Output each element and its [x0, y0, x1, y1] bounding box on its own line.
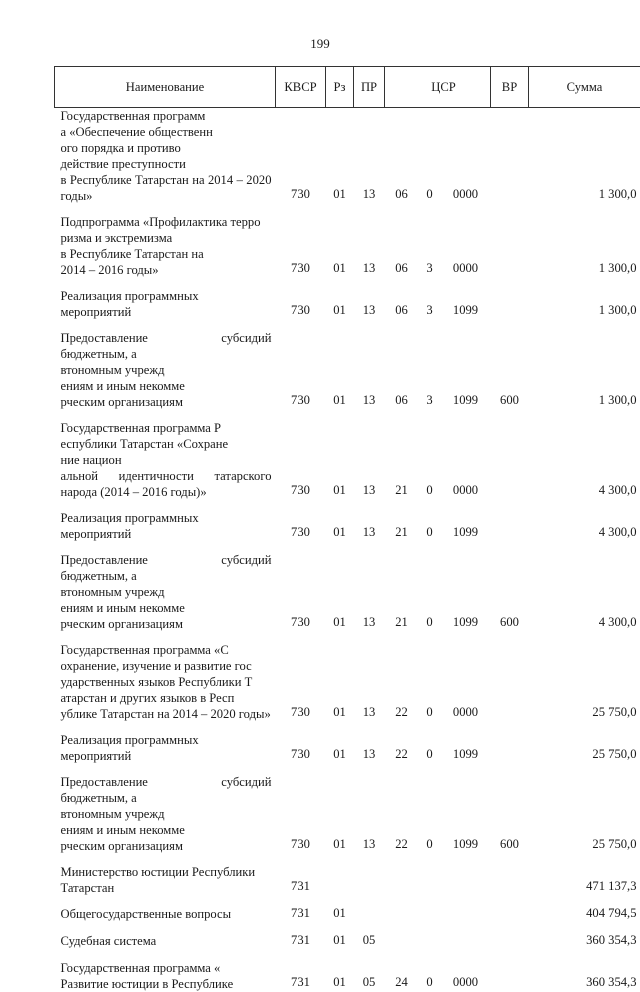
- cell-vr: [491, 960, 529, 992]
- cell-pr: 13: [354, 108, 385, 205]
- cell-sum: 1 300,0: [529, 288, 640, 320]
- cell-kvsr: 730: [276, 288, 326, 320]
- cell-rz: [326, 864, 354, 896]
- budget-table: [54, 66, 640, 992]
- cell-csr2: 0: [419, 642, 441, 722]
- cell-sum: 4 300,0: [529, 552, 640, 632]
- cell-csr3: [441, 864, 491, 896]
- table-row: [55, 642, 640, 722]
- cell-csr3: 0000: [441, 108, 491, 205]
- cell-kvsr: 730: [276, 774, 326, 854]
- cell-name: Государственная программа «С охранение, изучение и развитие гос ударственных языков Республики Т атарстан и других языков в Респ ублике Татарстан на 2014 – 2020 годы»: [55, 642, 276, 722]
- cell-vr: 600: [491, 330, 529, 410]
- cell-pr: 13: [354, 552, 385, 632]
- cell-pr: 13: [354, 288, 385, 320]
- cell-csr1: 21: [385, 552, 419, 632]
- cell-kvsr: 730: [276, 552, 326, 632]
- cell-rz: 01: [326, 906, 354, 923]
- cell-sum: 25 750,0: [529, 732, 640, 764]
- cell-pr: 13: [354, 420, 385, 500]
- cell-rz: 01: [326, 774, 354, 854]
- header-sum: Сумма: [529, 67, 640, 108]
- cell-kvsr: 731: [276, 960, 326, 992]
- cell-kvsr: 730: [276, 214, 326, 278]
- table-row: [55, 552, 640, 632]
- cell-kvsr: 731: [276, 906, 326, 923]
- cell-csr3: 1099: [441, 732, 491, 764]
- cell-vr: [491, 420, 529, 500]
- header-rz: Рз: [326, 67, 354, 108]
- cell-csr2: [419, 864, 441, 896]
- cell-csr2: 0: [419, 960, 441, 992]
- cell-sum: 471 137,3: [529, 864, 640, 896]
- table-row: [55, 864, 640, 896]
- cell-pr: [354, 864, 385, 896]
- cell-csr3: 1099: [441, 774, 491, 854]
- table-row: [55, 933, 640, 950]
- table-header-row: [55, 67, 640, 108]
- cell-name: Общегосударственные вопросы: [55, 906, 276, 923]
- cell-csr1: 22: [385, 732, 419, 764]
- cell-sum: 1 300,0: [529, 108, 640, 205]
- cell-rz: 01: [326, 214, 354, 278]
- cell-kvsr: 730: [276, 732, 326, 764]
- cell-name: Министерство юстиции Республики Татарстан: [55, 864, 276, 896]
- cell-vr: [491, 864, 529, 896]
- cell-name: Судебная система: [55, 933, 276, 950]
- cell-csr3: 0000: [441, 214, 491, 278]
- table-row: [55, 330, 640, 410]
- cell-kvsr: 730: [276, 330, 326, 410]
- cell-csr1: 06: [385, 108, 419, 205]
- header-csr: [385, 67, 491, 108]
- cell-csr3: 0000: [441, 960, 491, 992]
- cell-csr1: 22: [385, 774, 419, 854]
- cell-vr: [491, 933, 529, 950]
- table-row: [55, 420, 640, 500]
- cell-csr3: 1099: [441, 288, 491, 320]
- cell-name: Государственная программа Р еспублики Татарстан «Сохране ние национ альной идентичности татарского народа (2014 – 2016 годы)»: [55, 420, 276, 500]
- cell-rz: 01: [326, 420, 354, 500]
- cell-csr1: 06: [385, 330, 419, 410]
- cell-sum: 4 300,0: [529, 420, 640, 500]
- cell-name: Предоставление субсидий бюджетным, а втономным учрежд ениям и иным некомме рческим организациям: [55, 552, 276, 632]
- header-csr-label: ЦСР: [431, 80, 456, 94]
- cell-pr: 05: [354, 933, 385, 950]
- cell-csr2: [419, 906, 441, 923]
- cell-csr3: 1099: [441, 510, 491, 542]
- cell-name: Предоставление субсидий бюджетным, а втономным учрежд ениям и иным некомме рческим организациям: [55, 774, 276, 854]
- cell-pr: 13: [354, 642, 385, 722]
- table-row: [55, 732, 640, 764]
- cell-csr2: 0: [419, 420, 441, 500]
- table-row: [55, 906, 640, 923]
- cell-csr2: 3: [419, 288, 441, 320]
- cell-rz: 01: [326, 330, 354, 410]
- table-row: [55, 960, 640, 992]
- cell-csr2: 0: [419, 108, 441, 205]
- cell-csr3: 1099: [441, 552, 491, 632]
- table-row: [55, 288, 640, 320]
- cell-csr1: 24: [385, 960, 419, 992]
- cell-name: Реализация программных мероприятий: [55, 732, 276, 764]
- table-body: [55, 108, 640, 992]
- cell-name: Подпрограмма «Профилактика терро ризма и экстремизма в Республике Татарстан на 2014 – 2016 годы»: [55, 214, 276, 278]
- cell-csr3: 0000: [441, 420, 491, 500]
- cell-pr: 05: [354, 960, 385, 992]
- cell-pr: 13: [354, 330, 385, 410]
- cell-sum: 1 300,0: [529, 214, 640, 278]
- cell-sum: 4 300,0: [529, 510, 640, 542]
- cell-name: Государственная программ а «Обеспечение общественн ого порядка и противо действие преступности в Республике Татарстан на 2014 – 2020 годы»: [55, 108, 276, 205]
- cell-pr: 13: [354, 510, 385, 542]
- cell-rz: 01: [326, 510, 354, 542]
- cell-pr: 13: [354, 214, 385, 278]
- cell-csr2: 0: [419, 510, 441, 542]
- cell-kvsr: 730: [276, 642, 326, 722]
- table-row: [55, 774, 640, 854]
- cell-kvsr: 731: [276, 864, 326, 896]
- cell-csr1: 06: [385, 288, 419, 320]
- cell-sum: 404 794,5: [529, 906, 640, 923]
- cell-rz: 01: [326, 933, 354, 950]
- cell-sum: 360 354,3: [529, 960, 640, 992]
- cell-csr3: [441, 933, 491, 950]
- cell-sum: 25 750,0: [529, 642, 640, 722]
- cell-csr2: 0: [419, 774, 441, 854]
- cell-vr: [491, 214, 529, 278]
- cell-csr1: 06: [385, 214, 419, 278]
- cell-vr: [491, 108, 529, 205]
- cell-vr: [491, 732, 529, 764]
- cell-csr2: [419, 933, 441, 950]
- cell-csr2: 3: [419, 214, 441, 278]
- cell-name: Реализация программных мероприятий: [55, 288, 276, 320]
- cell-name: Предоставление субсидий бюджетным, а втономным учрежд ениям и иным некомме рческим организациям: [55, 330, 276, 410]
- cell-vr: [491, 510, 529, 542]
- cell-rz: 01: [326, 732, 354, 764]
- cell-csr1: [385, 933, 419, 950]
- cell-rz: 01: [326, 108, 354, 205]
- cell-sum: 25 750,0: [529, 774, 640, 854]
- cell-csr1: 21: [385, 510, 419, 542]
- cell-rz: 01: [326, 960, 354, 992]
- cell-vr: [491, 288, 529, 320]
- cell-csr2: 0: [419, 732, 441, 764]
- cell-vr: [491, 906, 529, 923]
- cell-sum: 360 354,3: [529, 933, 640, 950]
- cell-rz: 01: [326, 288, 354, 320]
- cell-pr: [354, 906, 385, 923]
- table-row: [55, 214, 640, 278]
- cell-csr2: 3: [419, 330, 441, 410]
- cell-csr3: 1099: [441, 330, 491, 410]
- cell-kvsr: 731: [276, 933, 326, 950]
- header-pr: ПР: [354, 67, 385, 108]
- cell-vr: 600: [491, 552, 529, 632]
- cell-kvsr: 730: [276, 420, 326, 500]
- cell-vr: 600: [491, 774, 529, 854]
- cell-vr: [491, 642, 529, 722]
- cell-name: Реализация программных мероприятий: [55, 510, 276, 542]
- cell-rz: 01: [326, 642, 354, 722]
- cell-csr3: 0000: [441, 642, 491, 722]
- header-vr: ВР: [491, 67, 529, 108]
- cell-csr3: [441, 906, 491, 923]
- cell-csr1: [385, 906, 419, 923]
- cell-csr1: 21: [385, 420, 419, 500]
- cell-kvsr: 730: [276, 108, 326, 205]
- table-row: [55, 108, 640, 205]
- header-name: Наименование: [55, 67, 276, 108]
- cell-name: Государственная программа « Развитие юстиции в Республике: [55, 960, 276, 992]
- header-kvsr: КВСР: [276, 67, 326, 108]
- cell-rz: 01: [326, 552, 354, 632]
- cell-sum: 1 300,0: [529, 330, 640, 410]
- cell-pr: 13: [354, 732, 385, 764]
- cell-csr1: [385, 864, 419, 896]
- page-number: 199: [0, 36, 640, 52]
- table-row: [55, 510, 640, 542]
- cell-pr: 13: [354, 774, 385, 854]
- cell-csr2: 0: [419, 552, 441, 632]
- cell-kvsr: 730: [276, 510, 326, 542]
- cell-csr1: 22: [385, 642, 419, 722]
